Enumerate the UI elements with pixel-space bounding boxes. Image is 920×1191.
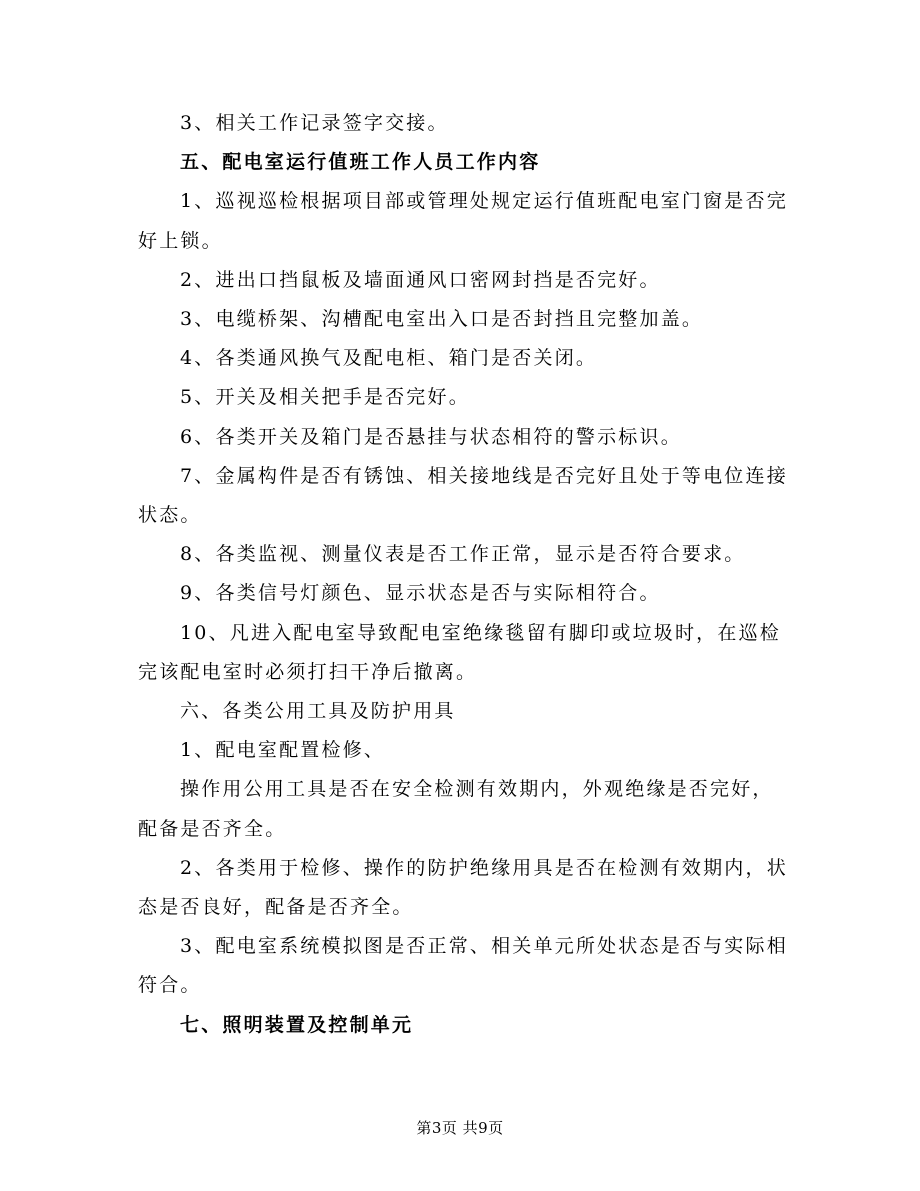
paragraph-item-5: 5、开关及相关把手是否完好。 — [180, 386, 470, 409]
paragraph-item-9: 9、各类信号灯颜色、显示状态是否与实际相符合。 — [180, 582, 661, 605]
paragraph-item-7: 7、金属构件是否有锈蚀、相关接地线是否完好且处于等电位连接状态。 — [138, 464, 788, 527]
paragraph-item-10: 10、凡进入配电室导致配电室绝缘毯留有脚印或垃圾时，在巡检完该配电室时必须打扫干净后撤离。 — [138, 621, 781, 683]
paragraph-tools-item-1-continued: 操作用公用工具是否在安全检测有效期内，外观绝缘是否完好，配备是否齐全。 — [138, 778, 774, 840]
paragraph-record-handover: 3、相关工作记录签字交接。 — [180, 112, 449, 134]
paragraph-item-6: 6、各类开关及箱门是否悬挂与状态相符的警示标识。 — [180, 425, 682, 448]
paragraph-item-8: 8、各类监视、测量仪表是否工作正常，显示是否符合要求。 — [180, 543, 746, 566]
section-heading-seven: 七、照明装置及控制单元 — [180, 1013, 414, 1036]
paragraph-tools-item-2: 2、各类用于检修、操作的防护绝缘用具是否在检测有效期内，状态是否良好，配备是否齐全。 — [138, 856, 788, 919]
paragraph-tools-item-1: 1、配电室配置检修、 — [180, 739, 386, 762]
paragraph-item-1: 1、巡视巡检根据项目部或管理处规定运行值班配电室门窗是否完好上锁。 — [138, 190, 788, 252]
section-heading-five: 五、配电室运行值班工作人员工作内容 — [180, 151, 541, 174]
section-heading-six: 六、各类公用工具及防护用具 — [180, 700, 456, 723]
paragraph-item-4: 4、各类通风换气及配电柜、箱门是否关闭。 — [180, 347, 598, 370]
paragraph-item-2: 2、进出口挡鼠板及墙面通风口密网封挡是否完好。 — [180, 268, 661, 291]
paragraph-tools-item-3: 3、配电室系统模拟图是否正常、相关单元所处状态是否与实际相符合。 — [138, 935, 788, 997]
paragraph-item-3: 3、电缆桥架、沟槽配电室出入口是否封挡且完整加盖。 — [180, 308, 704, 331]
page-number-footer: 第3页 共9页 — [416, 1119, 504, 1137]
document-body — [138, 104, 788, 1045]
